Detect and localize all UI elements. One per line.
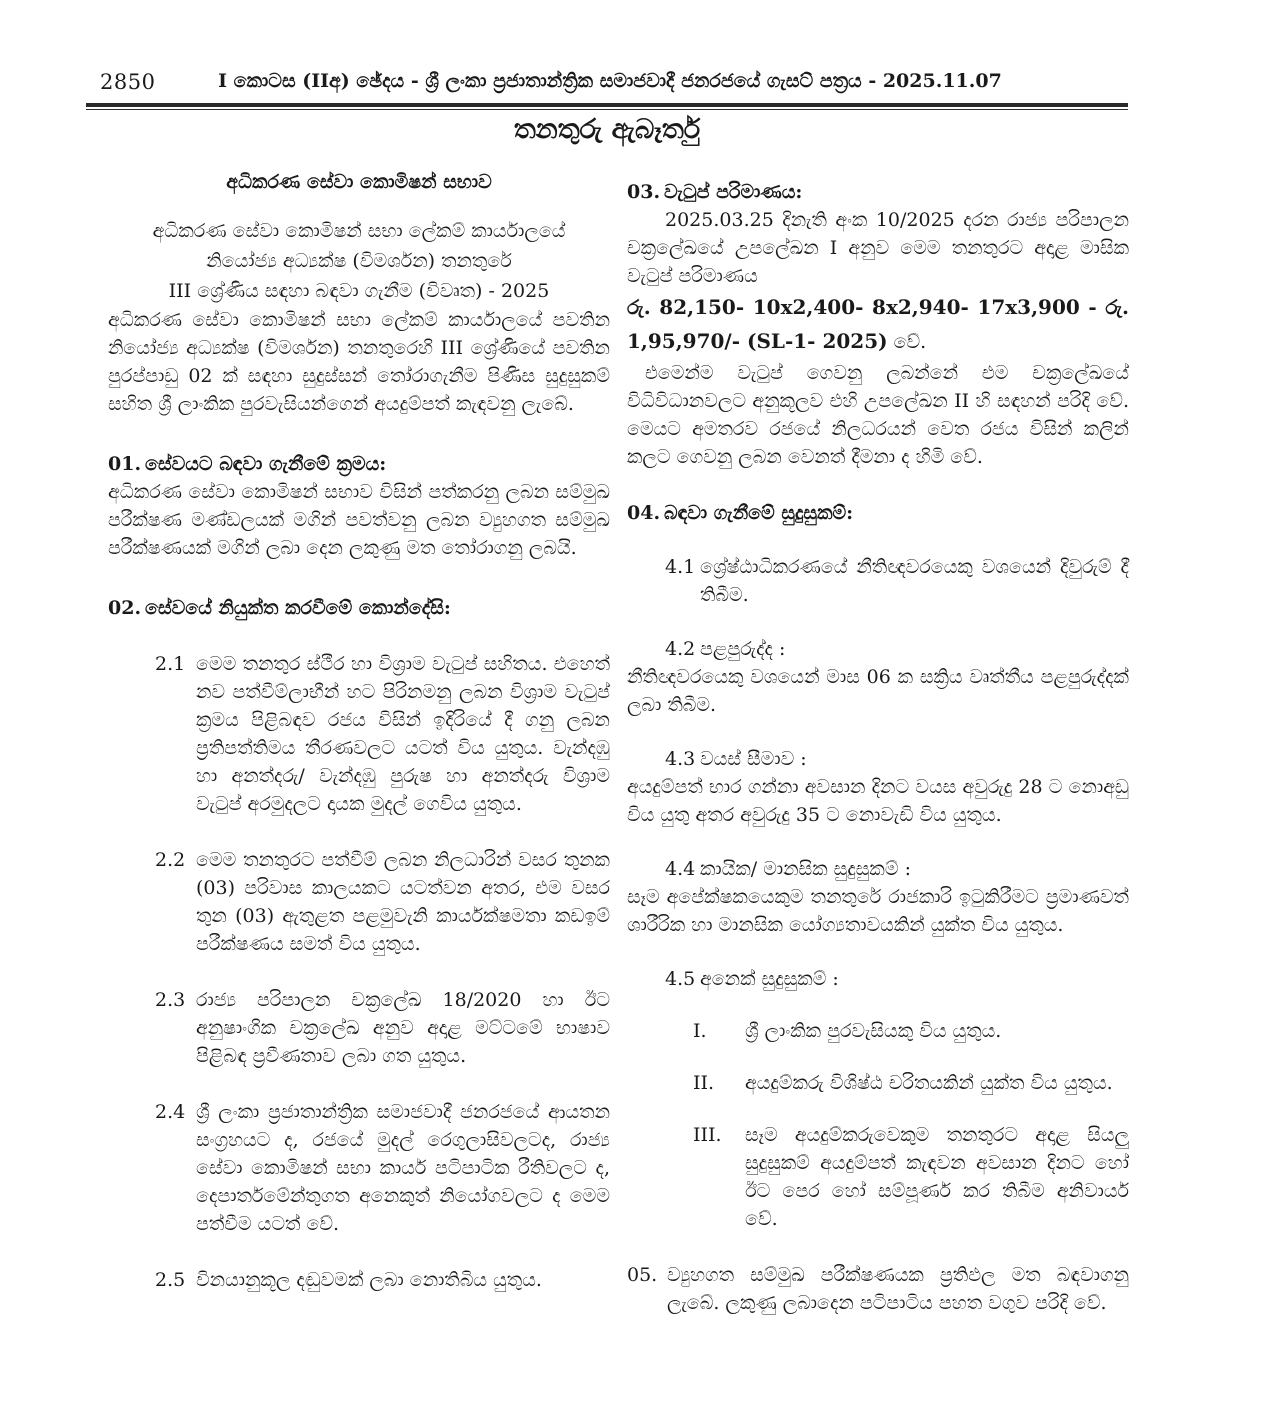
item-body: නීතිඥවරයෙකු වශයෙන් මාස 06 ක සක්‍රිය වෘත්තීය පළපුරුද්දක් ලබා තිබීම. (627, 666, 1129, 716)
item-label: පළපුරුද්ද : (700, 638, 786, 660)
section-number: 03. (627, 181, 661, 203)
roman-list-item (693, 1121, 1129, 1233)
item-text: ශ්‍රේෂ්ඨාධිකරණයේ නීතිඥවරයෙකු වශයෙන් දිවුරුම් දී තිබීම. (700, 556, 1129, 606)
section-number: 01. (108, 453, 142, 475)
item-text: මෙම තනතුර ස්ථීර හා විශ්‍රාම වැටුප් සහිතය. එහෙත් නව පත්වීම්ලාභීන් හට පිරිනමනු ලබන විශ්‍රාම වැටුප් ක්‍රමය පිළිබඳව රජය විසින් ඉදිරියේ දී ගනු ලබන ප්‍රතිපත්තිමය තීරණවලට යටත් විය යුතුය. වැන්දඹු හා අනත්දරු/ වැන්දඹු පුරුෂ හා අනත්දරු විශ්‍රාම වැටුප් අරමුදලට දායක මුදල් ගෙවිය යුතුය. (196, 653, 610, 815)
gazette-header-line: I කොටස (IIඅ) ඡේදය - ශ්‍රී ලංකා ප්‍රජාතාන්ත්‍රික සමාජවාදී ජනරජයේ ගැසට් පත්‍රය - 2025.11.07 (218, 70, 1002, 92)
item-number: 4.1 (665, 556, 696, 578)
right-column (627, 168, 1129, 1317)
item-number: 2.2 (155, 849, 186, 871)
item-text: ශ්‍රී ලංකා ප්‍රජාතාන්ත්‍රික සමාජවාදී ජනරජයේ ආයතන සංග්‍රහයට ද, රජයේ මුදල් රෙගුලාසිවලටද, රාජ්‍ය සේවා කොමිෂන් සභා කාර්ය පටිපාටික රීතිවලට ද, දෙපාර්තමේන්තුගත අනෙකුත් නියෝගවලට ද මෙම පත්වීම යටත් වේ. (196, 1101, 610, 1235)
intro-paragraph: අධිකරණ සේවා කොමිෂන් සභා ලේකම් කාර්යාලයේ පවතින නියෝජ්‍ය අධ්‍යක්ෂ (විමර්ශන) තනතුරෙහි III ශ්‍රේණියේ පවතින පුරප්පාඩු 02 ක් සඳහා සුදුස්සන් තෝරාගැනීම පිණිස සුදුසුකම් සහිත ශ්‍රී ලාංකික පුරවැසියන්ගෙන් අයදුම්පත් කැඳවනු ලැබේ. (108, 309, 610, 415)
item-number: III. (693, 1124, 722, 1146)
section-03-heading-row (627, 178, 1129, 206)
section-heading: සේවයට බඳවා ගැනීමේ ක්‍රමය: (145, 453, 387, 475)
section-number: 05. (627, 1264, 658, 1286)
section-number: 02. (108, 597, 142, 619)
list-item (665, 745, 1129, 773)
item-text: සෑම අයදුම්කරුවෙකුම තනතුරට අදාළ සියලු සුදුසුකම් අයදුම්පත් කැඳවන අවසාන දිනට හෝ ඊට පෙර හෝ සම්පූර්ණ කර තිබීම අනිවාර්ය වේ. (745, 1124, 1129, 1230)
notice-heading-line: අධිකරණ සේවා කොමිෂන් සභා ලේකම් කාර්යාලයේ (152, 220, 566, 242)
section-05-row (627, 1261, 1129, 1317)
section-number: 04. (627, 502, 661, 524)
item-number: II. (693, 1072, 715, 1094)
list-item (665, 855, 1129, 883)
item-body: සෑම අපේක්ෂකයෙකුම තනතුරේ රාජකාරි ඉටුකිරීමට ප්‍රමාණවත් ශාරීරික හා මානසික යෝග්‍යතාවයකින් යුක්ත විය යුතුය. (627, 886, 1129, 936)
item-number: I. (693, 1020, 707, 1042)
item-number: 4.3 (665, 748, 696, 770)
list-item (155, 1266, 610, 1294)
roman-list-item (693, 1017, 1129, 1045)
section-heading: බඳවා ගැනීමේ සුදුසුකම්: (664, 502, 854, 524)
item-label: අනෙක් සුදුසුකම් : (700, 968, 839, 990)
list-item (665, 635, 1129, 663)
item-text: රාජ්‍ය පරිපාලන චක්‍රලේඛ 18/2020 හා ඊට අනුෂාංගික චක්‍රලේඛ අනුව අදාළ මට්ටමේ භාෂාව පිළිබඳ ප්‍රවීණතාව ලබා ගත යුතුය. (196, 989, 610, 1067)
section-01-heading-row (108, 450, 610, 478)
page-title: තනතුරු ඇබෑර්තු (513, 114, 701, 145)
salary-scale-value: රු. 82,150- 10x2,400- 8x2,940- 17x3,900 - රු. 1,95,970/- (SL-1- 2025) (627, 295, 1129, 353)
item-number: 2.3 (155, 989, 186, 1011)
item-text: ශ්‍රී ලාංකික පුරවැසියකු විය යුතුය. (745, 1020, 1002, 1042)
organization-heading: අධිකරණ සේවා කොමිෂන් සභාව (226, 171, 492, 193)
section-heading: වැටුප් පරිමාණය: (664, 181, 803, 203)
item-number: 2.1 (155, 653, 186, 675)
item-label: කායික/ මානසික සුදුසුකම් : (700, 858, 911, 880)
item-text: මෙම තනතුරට පත්වීම් ලබන නිලධාරින් වසර තුනක (03) පරිවාස කාලයකට යටත්වන අතර, එම වසර තුන (03) ඇතුළත පළමුවැනි කාර්යක්ෂමතා කඩඉම් පරීක්ෂණය සමත් විය යුතුය. (196, 849, 610, 955)
item-body: අයදුම්පත් භාර ගන්නා අවසාන දිනට වයස අවුරුදු 28 ට නොඅඩු විය යුතු අතර අවුරුදු 35 ට නොවැඩි විය යුතුය. (627, 776, 1129, 826)
list-item (155, 846, 610, 958)
item-number: 4.5 (665, 968, 696, 990)
item-number: 2.5 (155, 1269, 186, 1291)
notice-heading (108, 216, 610, 306)
item-label: වයස් සීමාව : (700, 748, 807, 770)
item-number: 2.4 (155, 1101, 186, 1123)
salary-intro-paragraph: 2025.03.25 දිනැති අංක 10/2025 දරන රාජ්‍ය පරිපාලන චක්‍රලේඛයේ උපලේඛන I අනුව මෙම තනතුරට අදාළ මාසික වැටුප් පරිමාණය (627, 209, 1129, 287)
salary-scale-suffix: වේ. (893, 331, 927, 353)
list-item (155, 650, 610, 818)
list-item (665, 965, 1129, 993)
section-heading: සේවයේ නියුක්ත කරවීමේ කොන්දේසි: (145, 597, 451, 619)
list-item (155, 986, 610, 1070)
left-column (108, 168, 610, 1294)
list-item (665, 553, 1129, 609)
item-text: විනයානුකූල දඬුවමක් ලබා නොතිබිය යුතුය. (196, 1269, 542, 1291)
item-number: 4.4 (665, 858, 696, 880)
salary-scale-line (627, 290, 1129, 359)
item-number: 4.2 (665, 638, 696, 660)
item-text: අයදුම්කරු විශිෂ්ඨ චරිතයකින් යුක්ත විය යුතුය. (745, 1072, 1113, 1094)
salary-detail-paragraph: එමෙන්ම වැටුප් ගෙවනු ලබන්නේ එම චක්‍රලේඛයේ විධිවිධානවලට අනුකූලව එහි උපලේඛන II හි සඳහන් පරිදි වේ. මෙයට අමතරව රජයේ නිලධරයන් වෙත රජය විසින් කලින් කලට ගෙවනු ලබන වෙනත් දීමනා ද හිමි වේ. (627, 362, 1129, 468)
header-divider (86, 103, 1128, 110)
roman-list-item (693, 1069, 1129, 1097)
section-05-text: ව්‍යුහගත සම්මුඛ පරීක්ෂණයක ප්‍රතිඵල මත බඳවාගනු ලැබේ. ලකුණු ලබාදෙන පටිපාටිය පහත වගුව පරිදි වේ. (667, 1264, 1129, 1314)
section-01-body: අධිකරණ සේවා කොමිෂන් සභාව විසින් පත්කරනු ලබන සම්මුඛ පරීක්ෂණ මණ්ඩලයක් මගින් පවත්වනු ලබන ව්‍යුහගත සම්මුඛ පරීක්ෂණයක් මගින් ලබා දෙන ලකුණු මත තෝරාගනු ලබයි. (108, 481, 610, 559)
list-item (155, 1098, 610, 1238)
notice-heading-line: III ශ්‍රේණිය සඳහා බඳවා ගැනීම (විවෘත) - 2025 (168, 280, 550, 302)
notice-heading-line: නියෝජ්‍ය අධ්‍යක්ෂ (විමර්ශන) තනතුරේ (206, 250, 512, 272)
section-04-heading-row (627, 499, 1129, 527)
section-02-heading-row (108, 594, 610, 622)
page-number: 2850 (100, 70, 156, 94)
